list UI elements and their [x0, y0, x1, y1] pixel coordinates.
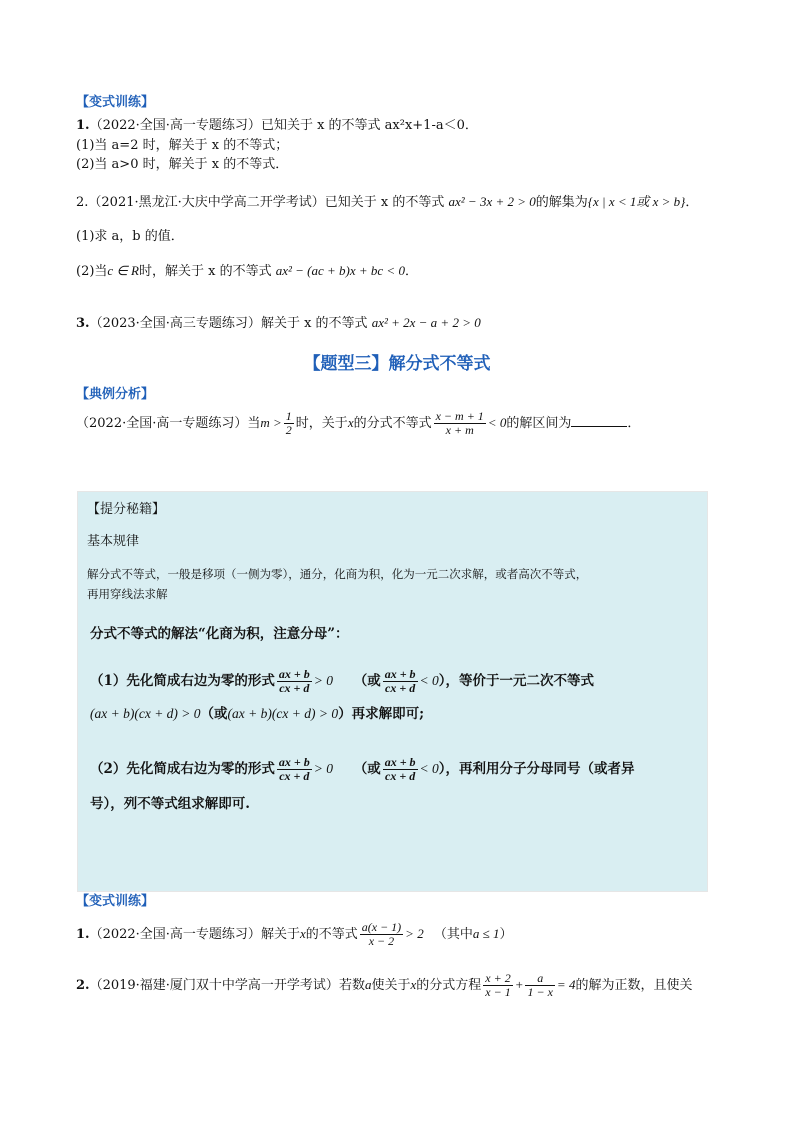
relation: < 0 [419, 673, 439, 688]
question-text: 已知关于 x 的不等式 [324, 195, 445, 210]
fraction-numerator: ax + b [384, 755, 416, 769]
solution-set: {x | x < 1或 x > b} [587, 194, 686, 209]
point-text: ）再求解即可; [338, 706, 425, 722]
question-1 [76, 917, 513, 952]
fraction-denominator: 1 − x [527, 985, 553, 999]
point-2-line-1 [90, 754, 635, 784]
question-text: 已知关于 x 的不等式 ax²x+1-a＜0． [260, 118, 478, 133]
fraction-denominator: cx + d [279, 681, 310, 695]
question-source: （2021·黑龙江·大庆中学高二开学考试） [88, 195, 325, 210]
question-number: 3. [76, 316, 90, 331]
operator: + [514, 977, 524, 992]
fraction [277, 756, 312, 783]
question-source: （2022·全国·高一专题练习） [76, 416, 248, 431]
math-expression: ax² + 2x − a + 2 > 0 [371, 315, 481, 330]
fraction [383, 668, 418, 695]
question-1-sub2: (2)当 a>0 时，解关于 x 的不等式． [76, 157, 289, 172]
fraction-numerator: 1 [285, 409, 292, 423]
fraction-numerator: ax + b [278, 755, 310, 769]
question-source: （2023·全国·高三专题练习） [89, 316, 261, 331]
variable: x [347, 415, 354, 430]
question-source: （2022·全国·高一专题练习） [89, 927, 261, 942]
variable: x [410, 977, 417, 992]
tips-header: 【提分秘籍】 [87, 502, 166, 517]
fraction-denominator: cx + d [279, 769, 310, 783]
point-text: ），等价于一元二次不等式 [438, 673, 595, 689]
point-text: （或 [200, 706, 228, 722]
math-expression: (ax + b)(cx + d) > 0 [227, 706, 339, 721]
fraction-one-half [284, 410, 294, 437]
point-text: （2）先化简成右边为零的形式 [90, 761, 275, 777]
fraction-numerator: x − m + 1 [435, 409, 484, 423]
question-text: 解关于 [260, 927, 300, 942]
question-text: 的解集为 [535, 195, 588, 210]
fraction-denominator: cx + d [385, 681, 416, 695]
fraction [383, 756, 418, 783]
question-2-sub2 [76, 262, 418, 281]
point-text: （1）先化简成右边为零的形式 [90, 673, 275, 689]
point-text: ），再利用分子分母同号（或者异 [438, 761, 635, 777]
question-number: 1. [76, 118, 90, 133]
question-text: ） [499, 927, 513, 942]
fraction-numerator: ax + b [278, 667, 310, 681]
example-question [76, 408, 640, 439]
question-text: 的不等式 [305, 927, 358, 942]
question-text: 的解为正数，且使关 [575, 978, 693, 993]
variable: a [364, 977, 372, 992]
question-number: 2. [76, 978, 90, 993]
question-text: 的解区间为 [506, 416, 572, 431]
point-1-line-1 [90, 666, 594, 696]
math-expression: (ax + b)(cx + d) > 0 [90, 706, 201, 721]
relation: > 0 [313, 673, 333, 688]
fraction-numerator: x + 2 [485, 971, 511, 985]
period: ． [404, 264, 418, 279]
fraction-denominator: x − 1 [485, 985, 511, 999]
point-2-line-2: 号），列不等式组求解即可. [90, 796, 250, 812]
relation: = 4 [556, 977, 576, 992]
math-condition: m > [260, 415, 282, 430]
math-expression: ax² − (ac + b)x + bc < 0 [275, 263, 405, 278]
relation: < 0 [487, 415, 507, 430]
question-source: （2022·全国·高一专题练习） [89, 118, 261, 133]
example-header: 【典例分析】 [76, 387, 155, 402]
fraction-denominator: x − 2 [368, 934, 395, 948]
fraction-numerator: ax + b [384, 667, 416, 681]
fraction [360, 921, 403, 948]
fraction [277, 668, 312, 695]
point-text: （或 [353, 761, 381, 777]
question-1-sub1: (1)当 a=2 时，解关于 x 的不等式； [76, 138, 289, 153]
question-2-sub1: (1)求 a，b 的值． [76, 229, 184, 244]
question-text: （其中 [433, 927, 473, 942]
relation: > 0 [313, 761, 333, 776]
fraction [525, 972, 554, 999]
question-text: 使关于 [371, 978, 411, 993]
relation: > 2 [405, 926, 424, 941]
section-title: 【题型三】解分式不等式 [303, 354, 491, 374]
question-number: 1. [76, 927, 90, 942]
method-title: 分式不等式的解法“化商为积，注意分母”： [90, 626, 349, 642]
tips-box [77, 491, 708, 892]
question-2 [76, 968, 692, 1003]
question-2 [76, 193, 698, 212]
question-text: 时，关于 [295, 416, 348, 431]
question-text: 解关于 x 的不等式 [260, 316, 368, 331]
question-1 [76, 117, 478, 135]
fraction [483, 972, 512, 999]
fraction-inequality [434, 410, 486, 437]
variant-header: 【变式训练】 [76, 95, 155, 110]
question-text: 的分式方程 [416, 978, 482, 993]
point-text: （或 [353, 673, 381, 689]
rule-line-1: 解分式不等式，一般是移项（一侧为零），通分，化商为积，化为一元二次求解，或者高次不等式， [87, 567, 588, 581]
question-3 [76, 314, 481, 333]
math-condition: a ≤ 1 [472, 926, 500, 941]
question-number: 2. [76, 195, 89, 210]
answer-blank[interactable] [571, 414, 627, 427]
point-1-line-2 [90, 702, 424, 722]
question-source: （2019·福建·厦门双十中学高一开学考试） [89, 978, 339, 993]
fraction-denominator: cx + d [385, 769, 416, 783]
question-text: 若数 [338, 978, 365, 993]
variable: x [299, 926, 306, 941]
question-text: (2)当 [76, 264, 108, 279]
variant-header: 【变式训练】 [76, 894, 155, 909]
math-expression: ax² − 3x + 2 > 0 [448, 194, 536, 209]
question-text: 当 [247, 416, 261, 431]
rule-line-2: 再用穿线法求解 [87, 587, 168, 601]
relation: < 0 [419, 761, 439, 776]
period: ． [685, 195, 699, 210]
question-text: 的分式不等式 [353, 416, 432, 431]
math-condition: c ∈ R [107, 263, 139, 278]
fraction-denominator: 2 [285, 423, 292, 437]
rule-title: 基本规律 [87, 534, 140, 549]
period: ． [627, 416, 641, 431]
question-text: 时，解关于 x 的不等式 [138, 264, 272, 279]
fraction-numerator: a(x − 1) [361, 920, 402, 934]
fraction-numerator: a [525, 972, 554, 986]
fraction-denominator: x + m [445, 423, 474, 437]
